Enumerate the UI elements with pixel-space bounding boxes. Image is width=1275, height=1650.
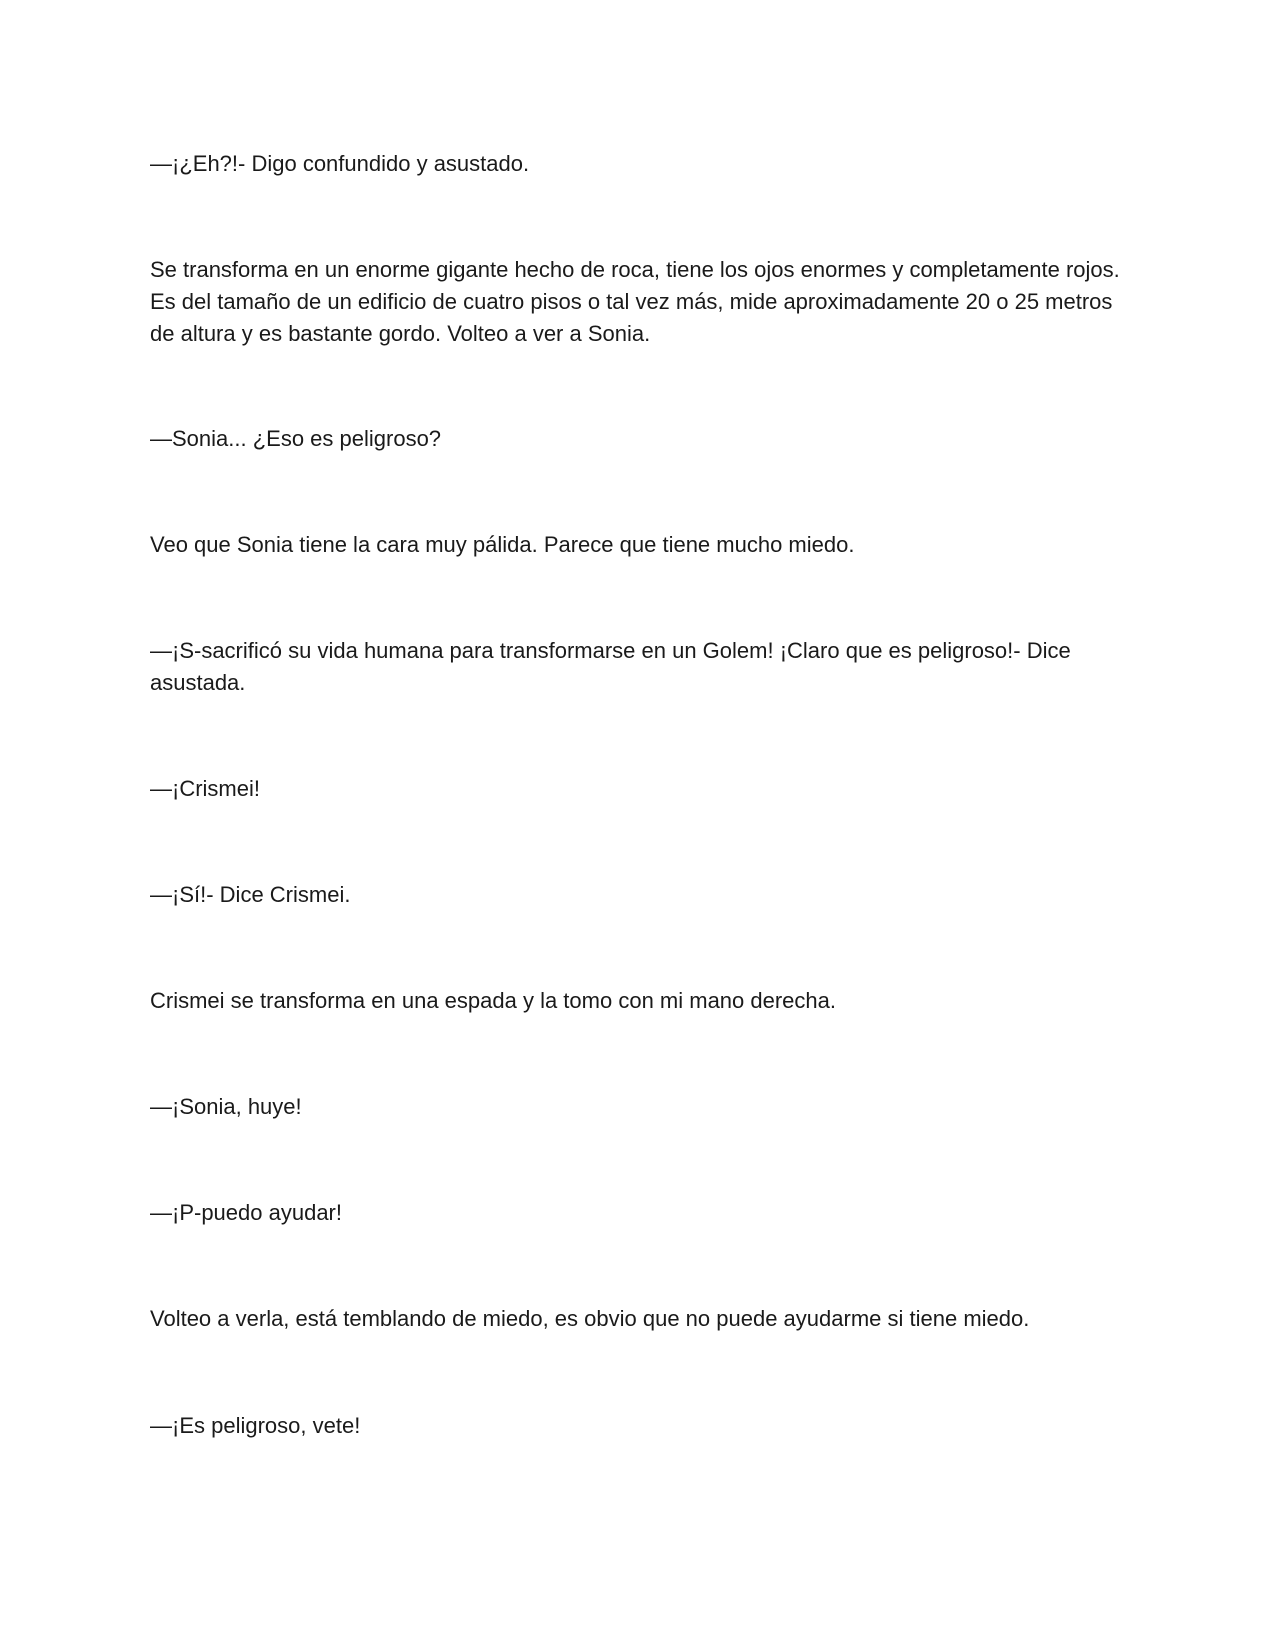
paragraph: Volteo a verla, está temblando de miedo, es obvio que no puede ayudarme si tiene miedo. — [150, 1306, 1030, 1331]
paragraph: —¡P-puedo ayudar! — [150, 1200, 342, 1225]
paragraph: —¡Es peligroso, vete! — [150, 1413, 361, 1438]
paragraph: —¡¿Eh?!- Digo confundido y asustado. — [150, 151, 530, 176]
paragraph: —¡Sí!- Dice Crismei. — [150, 882, 351, 907]
paragraph: —¡S-sacrificó su vida humana para transformarse en un Golem! ¡Claro que es peligroso!- Dice asustada. — [150, 638, 1071, 695]
paragraph: Se transforma en un enorme gigante hecho de roca, tiene los ojos enormes y completamente rojos. Es del tamaño de un edificio de cuatro pisos o tal vez más, mide aproximadamente 20 o 25 metros de altura y es bastante gordo. Volteo a ver a Sonia. — [150, 257, 1120, 346]
paragraph: —¡Sonia, huye! — [150, 1094, 302, 1119]
paragraph: Veo que Sonia tiene la cara muy pálida. Parece que tiene mucho miedo. — [150, 532, 855, 557]
paragraph: Crismei se transforma en una espada y la tomo con mi mano derecha. — [150, 988, 836, 1013]
paragraph: —Sonia... ¿Eso es peligroso? — [150, 426, 442, 451]
paragraph: —¡Crismei! — [150, 776, 260, 801]
